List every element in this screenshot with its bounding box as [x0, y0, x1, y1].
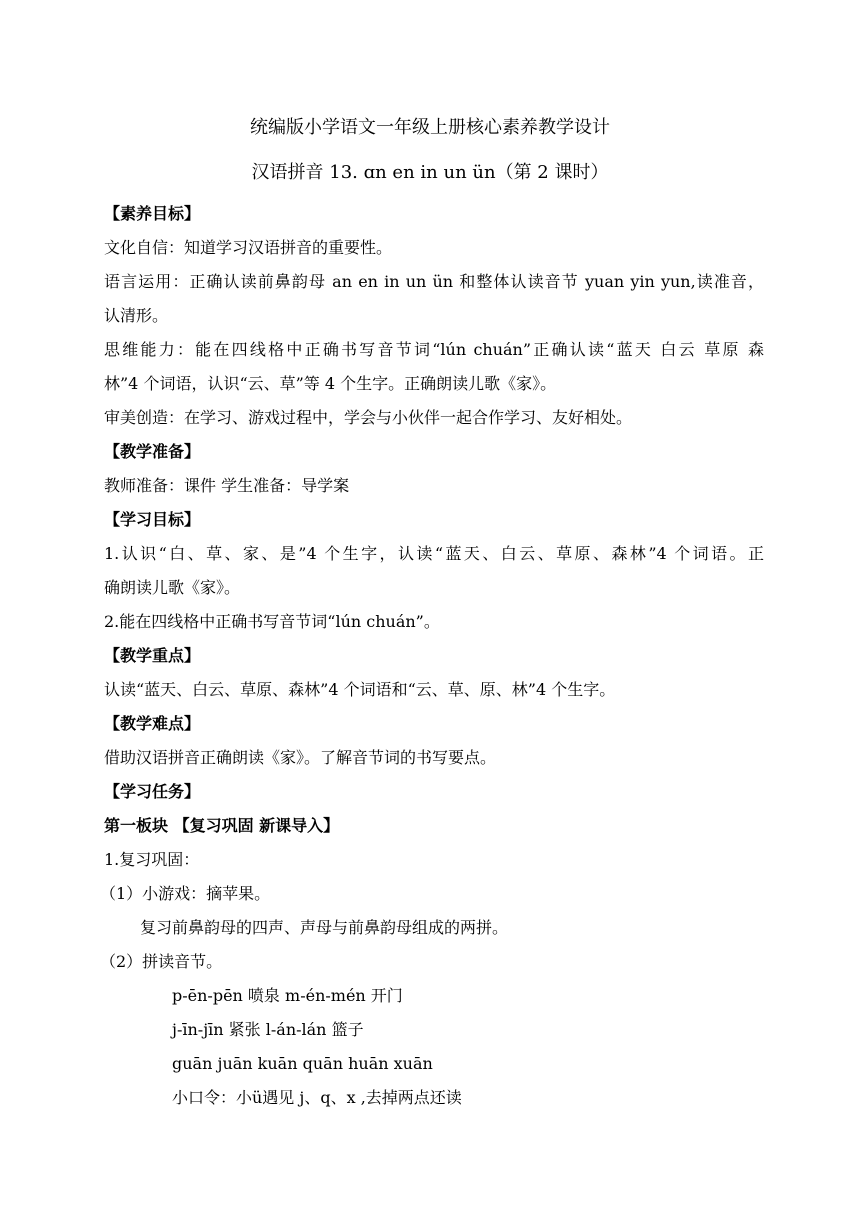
review-item-1: 1.复习巩固： [104, 850, 200, 869]
section-heading-prep: 【教学准备】 [104, 442, 201, 461]
paragraph-literacy-4: 审美创造：在学习、游戏过程中，学会与小伙伴一起合作学习、友好相处。 [104, 408, 633, 427]
paragraph-goals-2: 2.能在四线格中正确书写音节词“lún chuán”。 [104, 612, 440, 631]
paragraph-literacy-3-line1: 思维能力：能在四线格中正确书写音节词“lún chuán”正确认读“蓝天 白云 草原 森 [104, 340, 764, 359]
paragraph-goals-1-line2: 确朗读儿歌《家》。 [104, 578, 241, 597]
paragraph-literacy-2-line2: 认清形。 [104, 306, 169, 325]
section-heading-literacy: 【素养目标】 [104, 204, 201, 223]
paragraph-literacy-3-line2: 林”4 个词语，认识“云、草”等 4 个生字。正确朗读儿歌《家》。 [104, 374, 557, 393]
section-heading-goals: 【学习目标】 [104, 510, 201, 529]
paragraph-prep: 教师准备：课件 学生准备：导学案 [104, 476, 350, 495]
review-subitem-1: （1）小游戏：摘苹果。 [100, 884, 271, 903]
review-subitem-1-text: 复习前鼻韵母的四声、声母与前鼻韵母组成的两拼。 [140, 918, 509, 937]
section-heading-difficult: 【教学难点】 [104, 714, 201, 733]
paragraph-goals-1-line1: 1.认识“白、草、家、是”4 个生字，认读“蓝天、白云、草原、森林”4 个词语。正 [104, 544, 764, 563]
section-heading-key: 【教学重点】 [104, 646, 201, 665]
document-subtitle: 汉语拼音 13. ɑn en in un ün（第 2 课时） [251, 162, 609, 183]
paragraph-difficult: 借助汉语拼音正确朗读《家》。了解音节词的书写要点。 [104, 748, 497, 767]
syllable-line-3: guān juān kuān quān huān xuān [172, 1054, 433, 1073]
paragraph-literacy-1: 文化自信：知道学习汉语拼音的重要性。 [104, 238, 393, 257]
rhyme-line: 小口令：小ü遇见 j、q、x ,去掉两点还读 [172, 1088, 462, 1107]
block-heading-1: 第一板块 【复习巩固 新课导入】 [104, 816, 340, 835]
section-heading-tasks: 【学习任务】 [104, 782, 201, 801]
paragraph-key: 认读“蓝天、白云、草原、森林”4 个词语和“云、草、原、林”4 个生字。 [104, 680, 616, 699]
review-subitem-2: （2）拼读音节。 [100, 952, 223, 971]
document-title: 统编版小学语文一年级上册核心素养教学设计 [250, 117, 610, 138]
syllable-line-2: j-īn-jīn 紧张 l-án-lán 篮子 [172, 1020, 364, 1039]
syllable-line-1: p-ēn-pēn 喷泉 m-én-mén 开门 [172, 986, 403, 1005]
paragraph-literacy-2-line1: 语言运用：正确认读前鼻韵母 an en in un ün 和整体认读音节 yuan yin yun,读准音， [104, 272, 764, 291]
